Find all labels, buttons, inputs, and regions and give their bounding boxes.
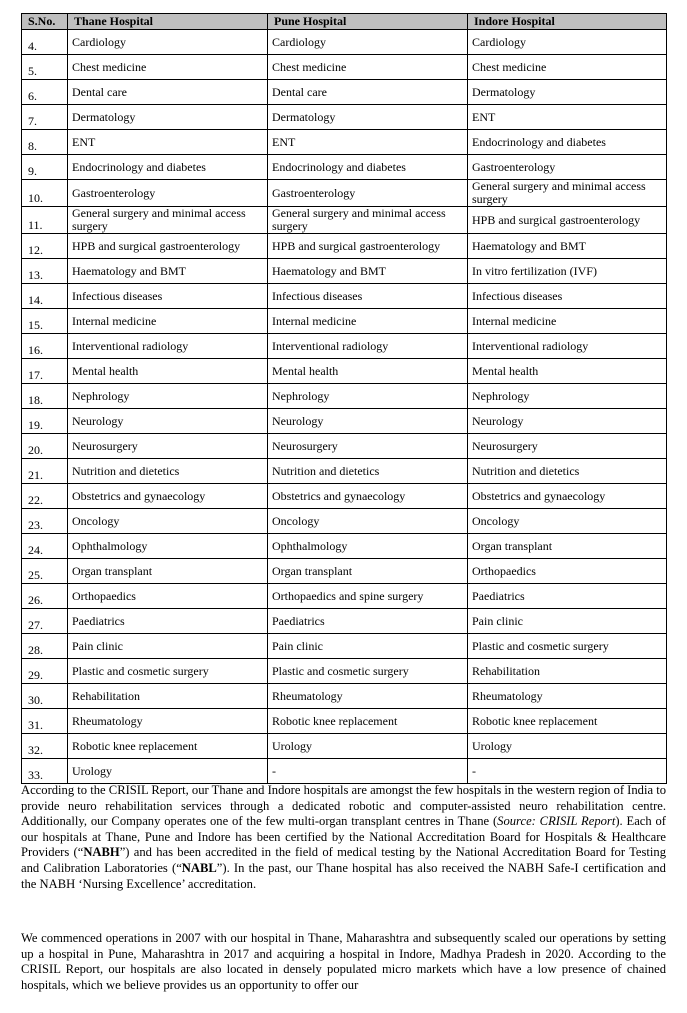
- cell-pune: HPB and surgical gastroenterology: [268, 234, 468, 259]
- cell-indore: Plastic and cosmetic surgery: [468, 634, 667, 659]
- cell-pune: Dermatology: [268, 105, 468, 130]
- cell-indore: Nephrology: [468, 384, 667, 409]
- cell-sno: 20.: [22, 434, 68, 459]
- cell-indore: Endocrinology and diabetes: [468, 130, 667, 155]
- table-row: [22, 207, 667, 234]
- cell-sno: 14.: [22, 284, 68, 309]
- table-row: [22, 334, 667, 359]
- cell-indore: Orthopaedics: [468, 559, 667, 584]
- cell-pune: Dental care: [268, 80, 468, 105]
- cell-sno: 31.: [22, 709, 68, 734]
- table-row: [22, 80, 667, 105]
- header-sno: S.No.: [22, 14, 68, 30]
- specialties-table: [21, 13, 667, 784]
- cell-thane: Orthopaedics: [68, 584, 268, 609]
- cell-pune: Obstetrics and gynaecology: [268, 484, 468, 509]
- header-indore-hospital: Indore Hospital: [468, 14, 667, 30]
- cell-sno: 5.: [22, 55, 68, 80]
- cell-indore: Pain clinic: [468, 609, 667, 634]
- table-row: [22, 634, 667, 659]
- cell-thane: Paediatrics: [68, 609, 268, 634]
- cell-sno: 10.: [22, 180, 68, 207]
- cell-indore: Haematology and BMT: [468, 234, 667, 259]
- cell-sno: 27.: [22, 609, 68, 634]
- cell-pune: Paediatrics: [268, 609, 468, 634]
- cell-sno: 12.: [22, 234, 68, 259]
- cell-indore: Interventional radiology: [468, 334, 667, 359]
- bold-term: NABL: [181, 860, 217, 875]
- cell-thane: Neurology: [68, 409, 268, 434]
- cell-thane: Obstetrics and gynaecology: [68, 484, 268, 509]
- cell-pune: General surgery and minimal access surgery: [268, 207, 468, 234]
- table-row: [22, 709, 667, 734]
- cell-pune: Infectious diseases: [268, 284, 468, 309]
- text-run: According to the CRISIL Report, our Thane and Indore hospitals are amongst the few hospitals in the western region of India to provide neuro rehabilitation services through a dedicated robotic and computer-assisted neuro rehabilitation centre. Additionally, our Company operates one of the few multi-organ transplant centres in Thane (: [21, 783, 666, 829]
- cell-pune: Rheumatology: [268, 684, 468, 709]
- cell-thane: Ophthalmology: [68, 534, 268, 559]
- cell-thane: Mental health: [68, 359, 268, 384]
- table-row: [22, 759, 667, 784]
- cell-sno: 19.: [22, 409, 68, 434]
- table-row: [22, 459, 667, 484]
- cell-sno: 15.: [22, 309, 68, 334]
- cell-thane: Neurosurgery: [68, 434, 268, 459]
- table-row: [22, 234, 667, 259]
- cell-thane: Nephrology: [68, 384, 268, 409]
- cell-indore: Internal medicine: [468, 309, 667, 334]
- cell-thane: Nutrition and dietetics: [68, 459, 268, 484]
- cell-thane: Organ transplant: [68, 559, 268, 584]
- cell-indore: In vitro fertilization (IVF): [468, 259, 667, 284]
- cell-sno: 30.: [22, 684, 68, 709]
- table-row: [22, 559, 667, 584]
- cell-thane: Urology: [68, 759, 268, 784]
- cell-pune: Orthopaedics and spine surgery: [268, 584, 468, 609]
- table-row: [22, 534, 667, 559]
- cell-indore: Organ transplant: [468, 534, 667, 559]
- cell-thane: Oncology: [68, 509, 268, 534]
- cell-pune: Chest medicine: [268, 55, 468, 80]
- cell-thane: Haematology and BMT: [68, 259, 268, 284]
- cell-sno: 26.: [22, 584, 68, 609]
- cell-indore: General surgery and minimal access surgery: [468, 180, 667, 207]
- text-run: ”). In the past, our Thane hospital has also received the NABH Safe-I certification and the NABH ‘Nursing Excellence’ accreditation.: [21, 860, 666, 891]
- cell-pune: Pain clinic: [268, 634, 468, 659]
- cell-sno: 28.: [22, 634, 68, 659]
- cell-thane: Cardiology: [68, 30, 268, 55]
- table-row: [22, 309, 667, 334]
- table-row: [22, 409, 667, 434]
- cell-sno: 29.: [22, 659, 68, 684]
- table-row: [22, 684, 667, 709]
- cell-sno: 25.: [22, 559, 68, 584]
- table-row: [22, 105, 667, 130]
- cell-sno: 4.: [22, 30, 68, 55]
- cell-pune: Interventional radiology: [268, 334, 468, 359]
- table-row: [22, 609, 667, 634]
- table-row: [22, 434, 667, 459]
- cell-indore: Neurosurgery: [468, 434, 667, 459]
- cell-thane: Internal medicine: [68, 309, 268, 334]
- paragraph-accreditation: [21, 783, 666, 892]
- table-row: [22, 55, 667, 80]
- table-row: [22, 284, 667, 309]
- cell-sno: 18.: [22, 384, 68, 409]
- cell-pune: Haematology and BMT: [268, 259, 468, 284]
- cell-pune: Neurology: [268, 409, 468, 434]
- cell-indore: Dermatology: [468, 80, 667, 105]
- cell-indore: Nutrition and dietetics: [468, 459, 667, 484]
- cell-indore: Mental health: [468, 359, 667, 384]
- table-row: [22, 259, 667, 284]
- cell-indore: Chest medicine: [468, 55, 667, 80]
- header-thane-hospital: Thane Hospital: [68, 14, 268, 30]
- cell-indore: -: [468, 759, 667, 784]
- cell-sno: 13.: [22, 259, 68, 284]
- cell-thane: Dermatology: [68, 105, 268, 130]
- table-row: [22, 30, 667, 55]
- cell-pune: ENT: [268, 130, 468, 155]
- cell-pune: Mental health: [268, 359, 468, 384]
- cell-indore: Gastroenterology: [468, 155, 667, 180]
- cell-thane: Plastic and cosmetic surgery: [68, 659, 268, 684]
- cell-thane: ENT: [68, 130, 268, 155]
- table-row: [22, 659, 667, 684]
- cell-thane: Chest medicine: [68, 55, 268, 80]
- table-header-row: [22, 14, 667, 30]
- cell-thane: Rheumatology: [68, 709, 268, 734]
- text-run: We commenced operations in 2007 with our hospital in Thane, Maharashtra and subsequently scaled our operations by setting up a hospital in Pune, Maharashtra in 2017 and acquiring a hospital in Indore, Madhya Pradesh in 2020. According to the CRISIL Report, our hospitals are also located in densely populated micro markets which have a low presence of chained hospitals, which we believe provides us an opportunity to offer our: [21, 931, 666, 992]
- table-row: [22, 484, 667, 509]
- cell-pune: Nutrition and dietetics: [268, 459, 468, 484]
- cell-sno: 7.: [22, 105, 68, 130]
- cell-sno: 8.: [22, 130, 68, 155]
- cell-indore: Neurology: [468, 409, 667, 434]
- cell-thane: Pain clinic: [68, 634, 268, 659]
- italic-source: Source: CRISIL Report: [497, 814, 616, 829]
- cell-indore: Obstetrics and gynaecology: [468, 484, 667, 509]
- cell-sno: 9.: [22, 155, 68, 180]
- table-row: [22, 180, 667, 207]
- cell-indore: Rehabilitation: [468, 659, 667, 684]
- table-row: [22, 130, 667, 155]
- cell-sno: 16.: [22, 334, 68, 359]
- cell-pune: -: [268, 759, 468, 784]
- cell-thane: HPB and surgical gastroenterology: [68, 234, 268, 259]
- cell-pune: Internal medicine: [268, 309, 468, 334]
- header-pune-hospital: Pune Hospital: [268, 14, 468, 30]
- cell-sno: 17.: [22, 359, 68, 384]
- table-row: [22, 384, 667, 409]
- cell-sno: 11.: [22, 207, 68, 234]
- cell-pune: Ophthalmology: [268, 534, 468, 559]
- cell-thane: Gastroenterology: [68, 180, 268, 207]
- cell-indore: Cardiology: [468, 30, 667, 55]
- cell-pune: Robotic knee replacement: [268, 709, 468, 734]
- paragraph-operations: [21, 931, 666, 993]
- table-row: [22, 509, 667, 534]
- cell-sno: 24.: [22, 534, 68, 559]
- table-row: [22, 155, 667, 180]
- cell-pune: Neurosurgery: [268, 434, 468, 459]
- cell-pune: Nephrology: [268, 384, 468, 409]
- cell-indore: ENT: [468, 105, 667, 130]
- cell-pune: Cardiology: [268, 30, 468, 55]
- cell-pune: Oncology: [268, 509, 468, 534]
- cell-thane: Infectious diseases: [68, 284, 268, 309]
- cell-thane: Robotic knee replacement: [68, 734, 268, 759]
- cell-indore: Oncology: [468, 509, 667, 534]
- cell-pune: Endocrinology and diabetes: [268, 155, 468, 180]
- cell-sno: 6.: [22, 80, 68, 105]
- cell-indore: Robotic knee replacement: [468, 709, 667, 734]
- table-row: [22, 359, 667, 384]
- cell-sno: 32.: [22, 734, 68, 759]
- cell-pune: Plastic and cosmetic surgery: [268, 659, 468, 684]
- cell-sno: 23.: [22, 509, 68, 534]
- cell-pune: Urology: [268, 734, 468, 759]
- cell-pune: Organ transplant: [268, 559, 468, 584]
- cell-sno: 21.: [22, 459, 68, 484]
- cell-indore: Paediatrics: [468, 584, 667, 609]
- table-row: [22, 584, 667, 609]
- bold-term: NABH: [83, 845, 120, 860]
- cell-indore: Rheumatology: [468, 684, 667, 709]
- cell-thane: Interventional radiology: [68, 334, 268, 359]
- text-run: ). Each of our hospitals at Thane, Pune and Indore has been certified by the National Accreditation Board for Hospitals & Healthcare Providers (“: [21, 814, 666, 860]
- cell-thane: Endocrinology and diabetes: [68, 155, 268, 180]
- text-run: ”) and has been accredited in the field of medical testing by the National Accreditation Board for Testing and Calibration Laboratories (“: [21, 845, 666, 875]
- cell-sno: 22.: [22, 484, 68, 509]
- cell-thane: Rehabilitation: [68, 684, 268, 709]
- cell-indore: Infectious diseases: [468, 284, 667, 309]
- table-body: [22, 30, 667, 784]
- table-row: [22, 734, 667, 759]
- cell-pune: Gastroenterology: [268, 180, 468, 207]
- cell-thane: Dental care: [68, 80, 268, 105]
- cell-indore: HPB and surgical gastroenterology: [468, 207, 667, 234]
- cell-sno: 33.: [22, 759, 68, 784]
- cell-thane: General surgery and minimal access surgery: [68, 207, 268, 234]
- cell-indore: Urology: [468, 734, 667, 759]
